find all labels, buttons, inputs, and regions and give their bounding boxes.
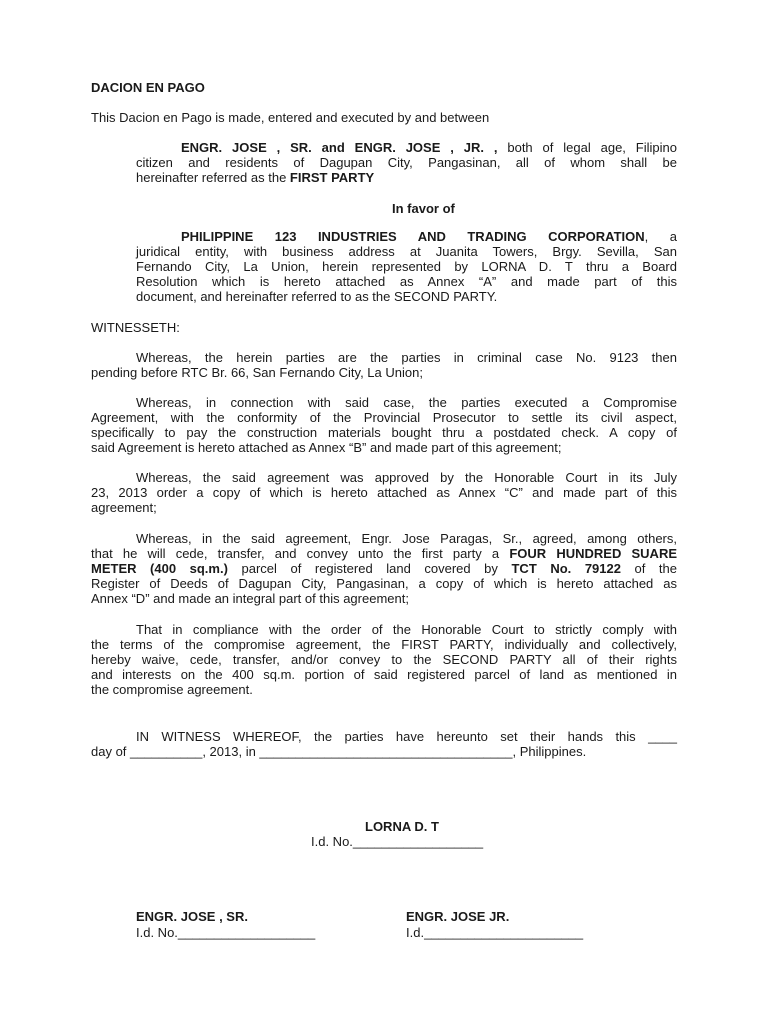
second-party-line-5: document, and hereinafter referred to as the SECOND PARTY. xyxy=(136,289,498,304)
whereas-1-line-1 xyxy=(91,350,677,365)
document-title: DACION EN PAGO xyxy=(91,80,205,95)
whereas-4-line-3 xyxy=(91,561,677,576)
first-party-line-1 xyxy=(136,140,677,155)
whereas-4-line-1 xyxy=(91,531,677,546)
whereas-4-line-2 xyxy=(91,546,677,561)
whereas-1-text: Whereas, the herein parties are the parties in criminal case No. 9123 then xyxy=(136,350,677,365)
signatory-jose-jr-name: ENGR. JOSE JR. xyxy=(406,909,510,924)
witness-whereof-text: IN WITNESS WHEREOF, the parties have hereunto set their hands this ____ xyxy=(136,729,677,744)
whereas-2-line-2: Agreement, with the conformity of the Provincial Prosecutor to settle its civil aspect, xyxy=(91,410,677,425)
whereas-4-line-5: Annex “D” and made an integral part of this agreement; xyxy=(91,591,409,606)
whereas-3-text: Whereas, the said agreement was approved by the Honorable Court in its July xyxy=(136,470,677,485)
in-favor-of-heading: In favor of xyxy=(392,201,455,216)
whereas-3-line-1 xyxy=(91,470,677,485)
compliance-line-5: the compromise agreement. xyxy=(91,682,253,697)
whereas-2-line-1 xyxy=(91,395,677,410)
whereas-4-line-3-text: parcel of registered land covered by xyxy=(227,561,512,576)
witnesseth-heading: WITNESSETH: xyxy=(91,320,180,335)
first-party-line-1-rest: both of legal age, Filipino xyxy=(497,140,677,155)
compliance-text: That in compliance with the order of the Honorable Court to strictly comply with xyxy=(136,622,677,637)
whereas-4-line-4: Register of Deeds of Dagupan City, Pangasinan, a copy of which is hereto attached as xyxy=(91,576,677,591)
second-party-line-2: juridical entity, with business address at Juanita Towers, Brgy. Sevilla, San xyxy=(136,244,677,259)
whereas-2-line-3: specifically to pay the construction materials bought thru a postdated check. A copy of xyxy=(91,425,677,440)
second-party-line-1-rest: , a xyxy=(644,229,677,244)
signatory-jose-sr-id: I.d. No.___________________ xyxy=(136,925,316,940)
whereas-4-text: Whereas, in the said agreement, Engr. Jose Paragas, Sr., agreed, among others, xyxy=(136,531,677,546)
area-measure: METER (400 sq.m.) xyxy=(91,561,228,576)
second-party-line-1 xyxy=(136,229,677,244)
whereas-4-line-3-end: of the xyxy=(620,561,678,576)
first-party-names: ENGR. JOSE , SR. and ENGR. JOSE , JR. , xyxy=(181,140,498,155)
signatory-lorna-id: I.d. No.__________________ xyxy=(311,834,484,849)
whereas-3-line-2: 23, 2013 order a copy of which is hereto attached as Annex “C” and made part of this xyxy=(91,485,677,500)
compliance-line-2: the terms of the compromise agreement, the FIRST PARTY, individually and collectively, xyxy=(91,637,677,652)
signatory-jose-jr-id: I.d.______________________ xyxy=(406,925,584,940)
whereas-4-line-2-text: that he will cede, transfer, and convey unto the first party a xyxy=(91,546,510,561)
whereas-2-text: Whereas, in connection with said case, the parties executed a Compromise xyxy=(136,395,677,410)
second-party-line-3: Fernando City, La Union, herein represented by LORNA D. T thru a Board xyxy=(136,259,677,274)
intro-line: This Dacion en Pago is made, entered and executed by and between xyxy=(91,110,490,125)
first-party-line-2: citizen and residents of Dagupan City, Pangasinan, all of whom shall be xyxy=(136,155,677,170)
witness-whereof-line-2: day of __________, 2013, in ___________________________________, Philippines. xyxy=(91,744,587,759)
signatory-lorna-name: LORNA D. T xyxy=(365,819,439,834)
area-description: FOUR HUNDRED SUARE xyxy=(509,546,678,561)
compliance-line-3: hereby waive, cede, transfer, and/or convey to the SECOND PARTY all of their rights xyxy=(91,652,677,667)
first-party-line-3 xyxy=(136,170,374,185)
compliance-line-1 xyxy=(91,622,677,637)
witness-whereof-line-1 xyxy=(91,729,677,744)
tct-number: TCT No. 79122 xyxy=(511,561,621,576)
second-party-name: PHILIPPINE 123 INDUSTRIES AND TRADING CORPORATION xyxy=(181,229,645,244)
whereas-2-line-4: said Agreement is hereto attached as Annex “B” and made part of this agreement; xyxy=(91,440,562,455)
first-party-line-3-text: hereinafter referred as the xyxy=(136,170,290,185)
first-party-label: FIRST PARTY xyxy=(289,170,375,185)
compliance-line-4: and interests on the 400 sq.m. portion of said registered parcel of land as mentioned in xyxy=(91,667,677,682)
signatory-jose-sr-name: ENGR. JOSE , SR. xyxy=(136,909,248,924)
whereas-3-line-3: agreement; xyxy=(91,500,157,515)
second-party-line-4: Resolution which is hereto attached as Annex “A” and made part of this xyxy=(136,274,677,289)
whereas-1-line-2: pending before RTC Br. 66, San Fernando City, La Union; xyxy=(91,365,423,380)
